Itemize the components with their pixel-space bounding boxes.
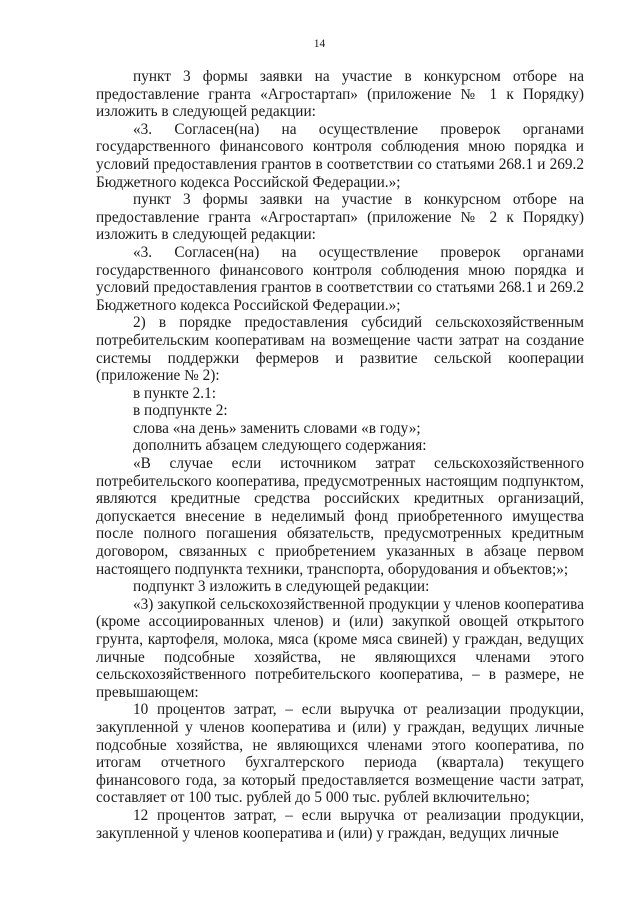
paragraph-item-2-1: в пункте 2.1: (133, 384, 216, 402)
paragraph-12-percent: 12 процентов затрат, – если выручка от реализации продукции, закупленной у членов кооператива и (или) у граждан, ведущих личные (96, 806, 584, 842)
paragraph-subsidy-procedure: 2) в порядке предоставления субсидий сельскохозяйственным потребительским кооперативам на возмещение части затрат на создание системы поддержки фермеров и развитие сельской кооперации (приложение № 2): (96, 314, 584, 385)
document-body (96, 68, 584, 842)
paragraph-subitem-3-text: «3) закупкой сельскохозяйственной продукции у членов кооператива (кроме ассоциированных членов) и (или) закупкой овощей открытого грунта, картофеля, молока, мяса (кроме мяса свиней) у граждан, ведущих личные подсобные хозяйства, не являющихся членами этого сельскохозяйственного потребительского кооператива, – в размере, не превышающем: (96, 595, 584, 701)
page-number: 14 (313, 38, 326, 50)
paragraph-form1-consent: «3. Согласен(на) на осуществление проверок органами государственного финансового контроля соблюдения мною порядка и условий предоставления грантов в соответствии со статьями 268.1 и 269.2 Бюджетного кодекса Российской Федерации.»; (96, 120, 584, 191)
paragraph-replace-words: слова «на день» заменить словами «в году»; (133, 419, 421, 437)
paragraph-10-percent: 10 процентов затрат, – если выручка от реализации продукции, закупленной у членов кооператива и (или) у граждан, ведущих личные подсобные хозяйства, не являющихся членами этого кооператива, по итогам отчетного бухгалтерского периода (квартала) текущего финансового года, за который предоставляется возмещение части затрат, составляет от 100 тыс. рублей до 5 000 тыс. рублей включительно; (96, 701, 584, 807)
paragraph-add-abstract: дополнить абзацем следующего содержания: (133, 437, 427, 455)
paragraph-form1-clause3: пункт 3 формы заявки на участие в конкурсном отборе на предоставление гранта «Агростартап» (приложение № 1 к Порядку) изложить в следующей редакции: (96, 68, 584, 121)
paragraph-subitem-3-intro: подпункт 3 изложить в следующей редакции: (133, 578, 430, 596)
paragraph-form2-consent: «3. Согласен(на) на осуществление проверок органами государственного финансового контроля соблюдения мною порядка и условий предоставления грантов в соответствии со статьями 268.1 и 269.2 Бюджетного кодекса Российской Федерации.»; (96, 243, 584, 314)
paragraph-subitem-2: в подпункте 2: (133, 402, 228, 420)
paragraph-form2-clause3: пункт 3 формы заявки на участие в конкурсном отборе на предоставление гранта «Агростартап» (приложение № 2 к Порядку) изложить в следующей редакции: (96, 191, 584, 244)
paragraph-credit-funds: «В случае если источником затрат сельскохозяйственного потребительского кооператива, предусмотренных настоящим подпунктом, являются кредитные средства российских кредитных организаций, допускается внесение в неделимый фонд приобретенного имущества после полного погашения обязательств, предусмотренных кредитным договором, связанных с приобретением указанных в абзаце первом настоящего подпункта техники, транспорта, оборудования и объектов;»; (96, 455, 584, 578)
